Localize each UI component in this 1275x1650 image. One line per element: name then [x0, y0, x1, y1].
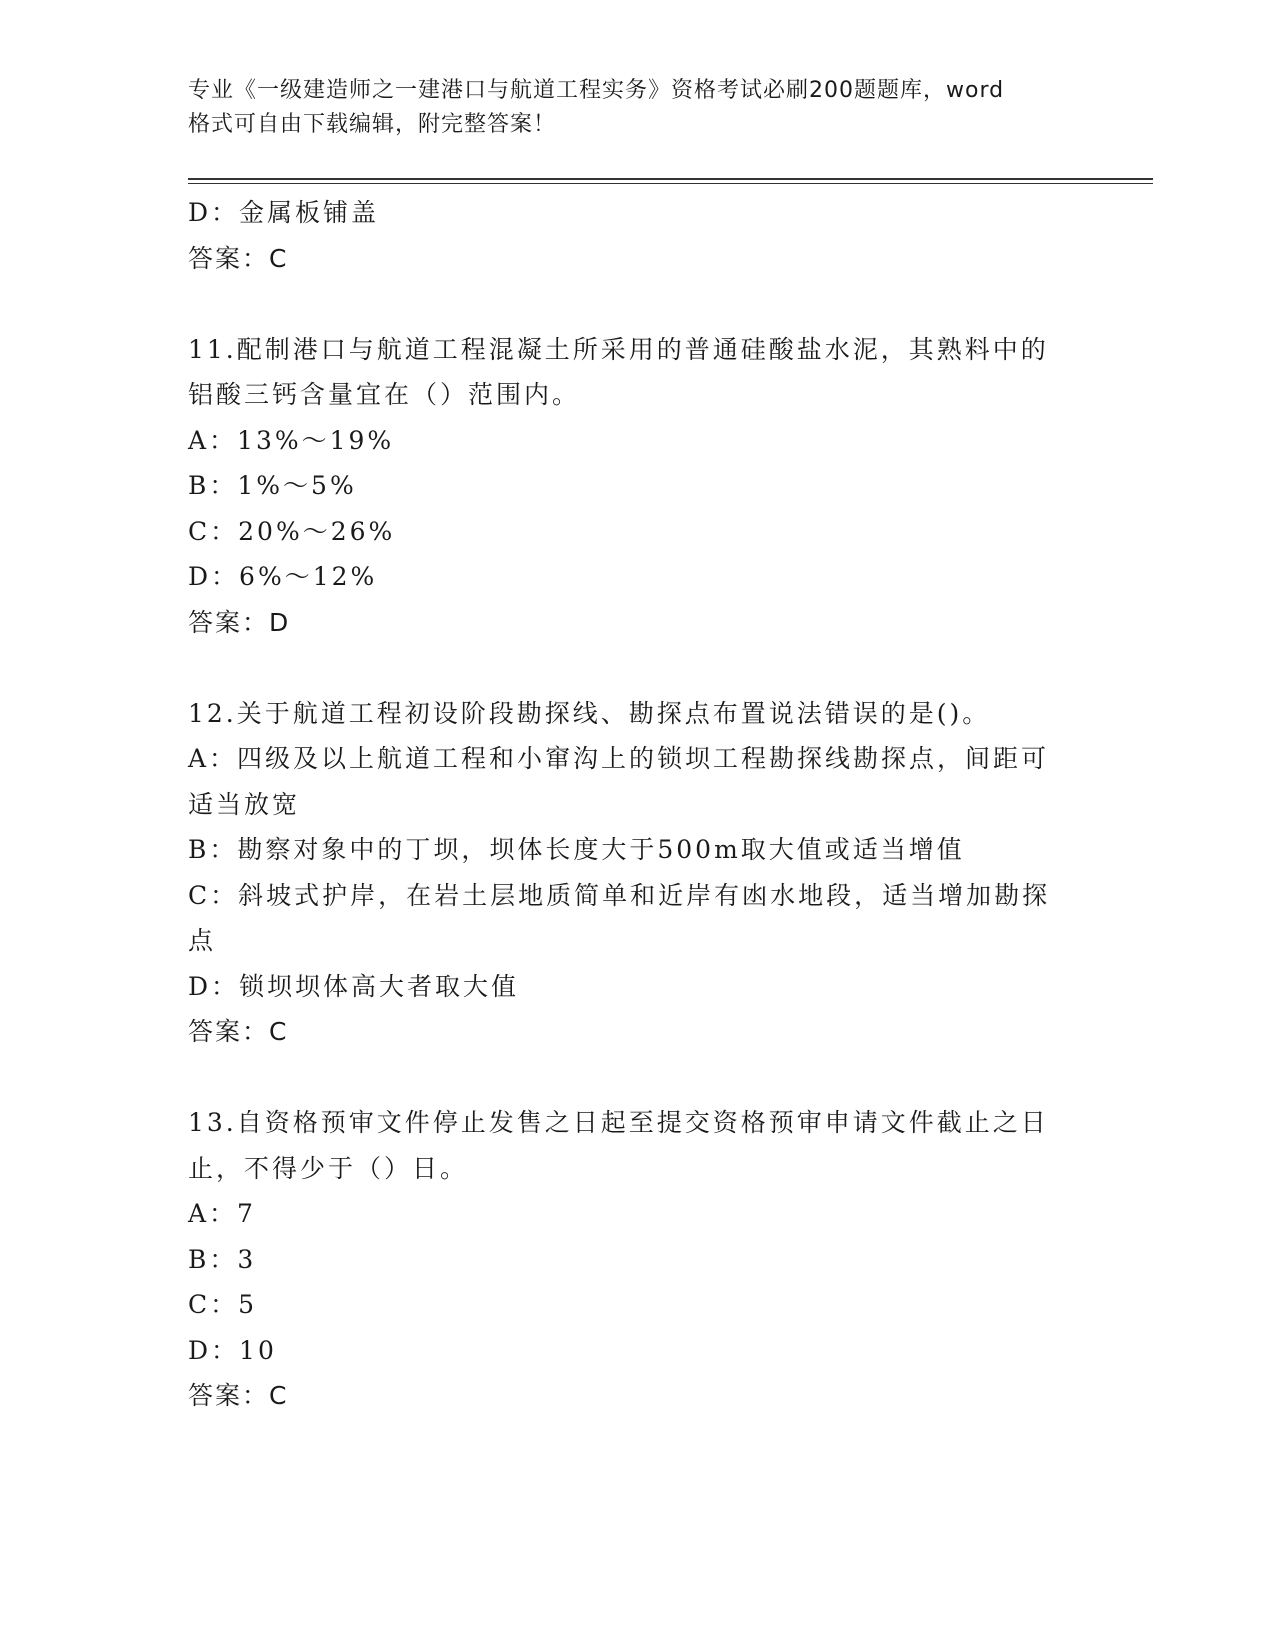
question-stem: 13.自资格预审文件停止发售之日起至提交资格预审申请文件截止之日: [188, 1108, 1049, 1137]
question-12: [188, 691, 1068, 1055]
option-c: C：5: [188, 1290, 258, 1319]
header-line-2: 格式可自由下载编辑，附完整答案！: [188, 112, 557, 137]
option-a: A：四级及以上航道工程和小窜沟上的锁坝工程勘探线勘探点，间距可: [188, 744, 1050, 773]
option-b: B：3: [188, 1244, 257, 1274]
question-stem: 12.关于航道工程初设阶段勘探线、勘探点布置说法错误的是()。: [188, 698, 991, 728]
header-rule-thin: [188, 183, 1153, 184]
option-a: A：7: [188, 1199, 256, 1228]
spacer: [188, 1055, 1068, 1101]
prev-option-d: D：金属板铺盖: [188, 198, 380, 227]
option-a: A：13%～19%: [188, 425, 395, 455]
option-b: B：勘察对象中的丁坝，坝体长度大于500m取大值或适当增值: [188, 835, 965, 864]
question-11: [188, 327, 1068, 646]
question-stem: 11.配制港口与航道工程混凝土所采用的普通硅酸盐水泥，其熟料中的: [188, 334, 1049, 364]
answer: 答案：D: [188, 607, 291, 637]
answer: 答案：C: [188, 1017, 289, 1046]
header-line-1: 专业《一级建造师之一建港口与航道工程实务》资格考试必刷200题题库，word: [188, 78, 1005, 103]
header-rule-thick: [188, 178, 1153, 180]
option-d: D：锁坝坝体高大者取大值: [188, 971, 520, 1001]
option-a-continued: 适当放宽: [188, 789, 301, 819]
spacer: [188, 281, 1068, 327]
option-c: C：斜坡式护岸，在岩土层地质简单和近岸有凼水地段，适当增加勘探: [188, 880, 1051, 910]
page-header: [188, 74, 1058, 142]
question-stem: 止，不得少于（）日。: [188, 1153, 469, 1183]
question-13: [188, 1100, 1068, 1419]
answer: 答案：C: [188, 1381, 289, 1410]
option-b: B：1%～5%: [188, 471, 357, 500]
option-c-continued: 点: [188, 926, 217, 955]
option-d: D：10: [188, 1335, 277, 1365]
spacer: [188, 645, 1068, 691]
prev-answer: 答案：C: [188, 243, 289, 273]
document-body: [188, 190, 1068, 1419]
option-d: D：6%～12%: [188, 562, 378, 591]
option-c: C：20%～26%: [188, 516, 396, 546]
question-stem: 铝酸三钙含量宜在（）范围内。: [188, 380, 581, 409]
